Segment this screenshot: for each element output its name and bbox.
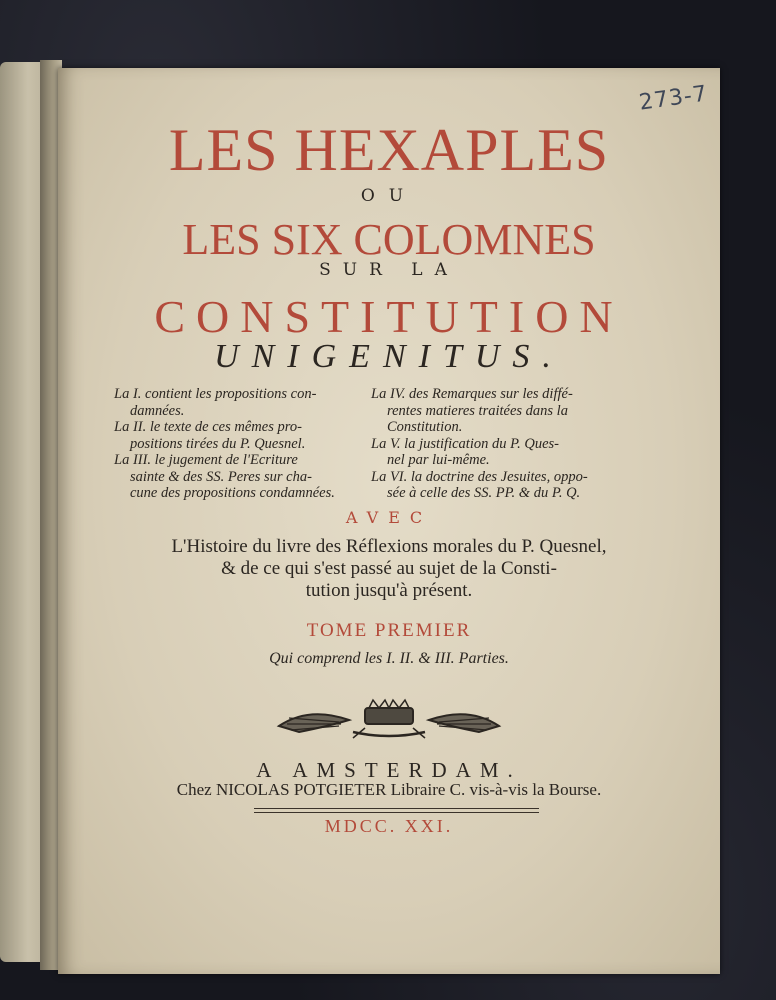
contents-line: cune des propositions condamnées. — [130, 485, 335, 501]
title-line-hexaples: LES HEXAPLES — [168, 117, 610, 183]
title-sur-la: SUR LA — [319, 260, 459, 280]
contents-line: sée à celle des SS. PP. & du P. Q. — [387, 485, 581, 501]
contents-line: La V. la justification du P. Ques- — [371, 435, 559, 452]
title-ou: OU — [360, 186, 418, 206]
contents-line: La VI. la doctrine des Jesuites, oppo- — [371, 468, 588, 485]
histoire-paragraph — [148, 536, 630, 602]
title-line-six-colomnes: LES SIX COLOMNES — [182, 215, 596, 264]
contents-line: La III. le jugement de l'Ecriture — [114, 452, 298, 468]
tome-heading: TOME PREMIER — [306, 620, 472, 641]
contents-line: positions tirées du P. Quesnel. — [130, 435, 306, 452]
parts-subtitle: Qui comprend les I. II. & III. Parties. — [269, 650, 509, 667]
contents-line: sainte & des SS. Peres sur cha- — [130, 468, 312, 485]
contents-left-column — [114, 386, 362, 502]
histoire-line: & de ce qui s'est passé au sujet de la Consti- — [221, 558, 557, 579]
title-page — [58, 68, 720, 974]
title-line-unigenitus: UNIGENITUS. — [214, 338, 564, 375]
contents-right-column — [371, 386, 619, 502]
printer-ornament — [269, 696, 509, 744]
contents-line: Constitution. — [387, 419, 463, 435]
imprint-city: A AMSTERDAM. — [256, 758, 522, 782]
contents-line: La I. contient les propositions con- — [114, 386, 317, 402]
contents-line: damnées. — [130, 402, 185, 419]
histoire-line: L'Histoire du livre des Réflexions morales du P. Quesnel, — [171, 536, 607, 557]
contents-line: nel par lui-même. — [387, 452, 490, 468]
handwritten-shelfmark: 273-7 — [637, 81, 710, 116]
contents-columns — [114, 386, 619, 502]
imprint-publisher: Chez NICOLAS POTGIETER Libraire C. vis-à-vis la Bourse. — [176, 780, 602, 799]
imprint-double-rule — [254, 808, 539, 813]
histoire-line: tution jusqu'à présent. — [305, 580, 473, 601]
imprint-date: MDCC. XXI. — [324, 816, 454, 836]
contents-line: La II. le texte de ces mêmes pro- — [114, 419, 302, 435]
avec-heading: AVEC — [345, 508, 433, 527]
title-line-constitution: CONSTITUTION — [154, 291, 624, 342]
contents-line: La IV. des Remarques sur les diffé- — [371, 386, 573, 402]
contents-line: rentes matieres traitées dans la — [387, 402, 568, 419]
